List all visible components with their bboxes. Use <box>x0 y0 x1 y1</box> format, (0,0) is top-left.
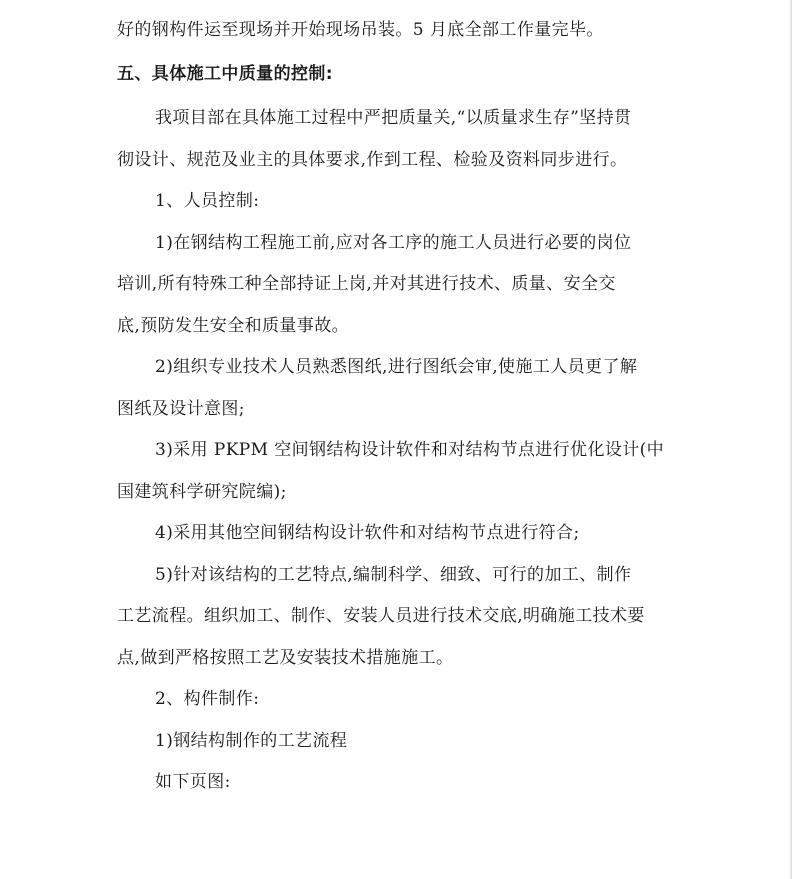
text-line-11: 3)采用 PKPM 空间钢结构设计软件和对结构节点进行优化设计(中 <box>155 440 665 460</box>
text-line-9: 2)组织专业技术人员熟悉图纸,进行图纸会审,使施工人员更了解 <box>155 357 638 377</box>
text-line-8: 底,预防发生安全和质量事故。 <box>117 316 350 336</box>
text-line-4: 彻设计、规范及业主的具体要求,作到工程、检验及资料同步进行。 <box>117 150 628 170</box>
text-line-16: 点,做到严格按照工艺及安装技术措施施工。 <box>117 648 454 668</box>
subheading-fabrication: 2、构件制作: <box>155 689 260 709</box>
text-line-10: 图纸及设计意图; <box>117 399 245 419</box>
text-line-7: 培训,所有特殊工种全部持证上岗,并对其进行技术、质量、安全交 <box>117 274 616 294</box>
subheading-personnel: 1、人员控制: <box>155 191 260 211</box>
text-line-14: 5)针对该结构的工艺特点,编制科学、细致、可行的加工、制作 <box>155 565 632 585</box>
text-line-19: 如下页图: <box>155 772 231 792</box>
text-line-12: 国建筑科学研究院编); <box>117 482 287 502</box>
text-line-18: 1)钢结构制作的工艺流程 <box>155 731 348 751</box>
text-line-3: 我项目部在具体施工过程中严把质量关,“以质量求生存”坚持贯 <box>155 108 632 128</box>
text-line-6: 1)在钢结构工程施工前,应对各工序的施工人员进行必要的岗位 <box>155 233 632 253</box>
text-line-15: 工艺流程。组织加工、制作、安装人员进行技术交底,明确施工技术要 <box>117 606 645 626</box>
text-line-1: 好的钢构件运至现场并开始现场吊装。5 月底全部工作量完毕。 <box>117 20 604 40</box>
text-line-13: 4)采用其他空间钢结构设计软件和对结构节点进行符合; <box>155 523 580 543</box>
section-heading: 五、具体施工中质量的控制: <box>117 64 333 84</box>
